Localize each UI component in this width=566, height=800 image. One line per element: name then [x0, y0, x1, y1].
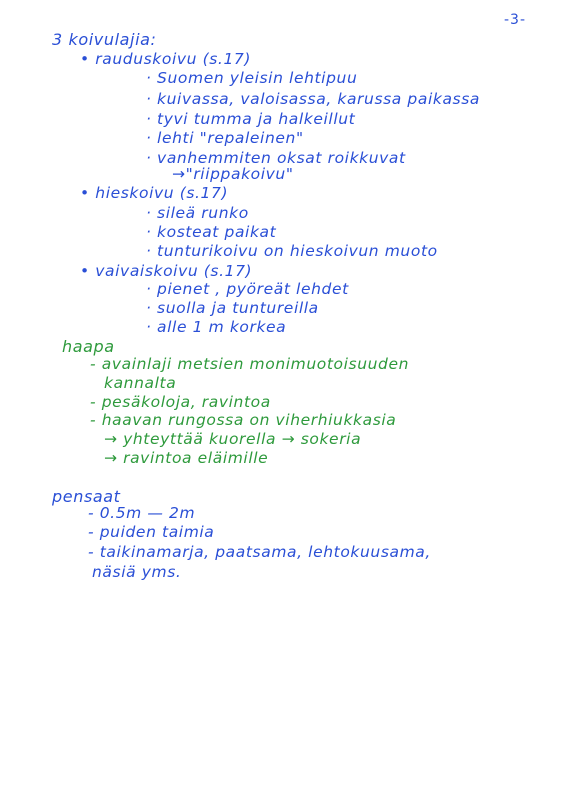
birch-point: · tunturikoivu on hieskoivun muoto [146, 242, 438, 260]
birch-point: · lehti "repaleinen" [146, 129, 304, 147]
page-number: -3- [504, 12, 527, 28]
birch-point: · alle 1 m korkea [146, 318, 287, 336]
birch-point: · kuivassa, valoisassa, karussa paikassa [146, 90, 480, 108]
pensaat-line: - 0.5m — 2m [88, 504, 196, 522]
haapa-line: - avainlaji metsien monimuotoisuuden [90, 355, 410, 373]
birch-name-rauduskoivu: • rauduskoivu (s.17) [80, 50, 252, 68]
birch-name-vaivaiskoivu: • vaivaiskoivu (s.17) [80, 262, 253, 280]
pensaat-line: näsiä yms. [92, 563, 182, 581]
pensaat-line: - taikinamarja, paatsama, lehtokuusama, [88, 543, 431, 561]
haapa-line: kannalta [104, 374, 177, 392]
haapa-title: haapa [62, 337, 115, 356]
birch-point: · pienet , pyöreät lehdet [146, 280, 349, 298]
birch-point: · tyvi tumma ja halkeillut [146, 110, 356, 128]
haapa-line: → ravintoa eläimille [104, 449, 269, 467]
birch-point: · suolla ja tuntureilla [146, 299, 319, 317]
birch-point: →"riippakoivu" [172, 165, 294, 183]
birch-point: · Suomen yleisin lehtipuu [146, 69, 358, 87]
haapa-line: - pesäkoloja, ravintoa [90, 393, 271, 411]
pensaat-title: pensaat [52, 487, 121, 506]
section-heading: 3 koivulajia: [52, 30, 157, 49]
birch-point: · kosteat paikat [146, 223, 277, 241]
birch-point: · sileä runko [146, 204, 249, 222]
haapa-line: - haavan rungossa on viherhiukkasia [90, 411, 397, 429]
haapa-line: → yhteyttää kuorella → sokeria [104, 430, 362, 448]
pensaat-line: - puiden taimia [88, 523, 215, 541]
birch-point: · vanhemmiten oksat roikkuvat [146, 149, 406, 167]
birch-name-hieskoivu: • hieskoivu (s.17) [80, 184, 229, 202]
